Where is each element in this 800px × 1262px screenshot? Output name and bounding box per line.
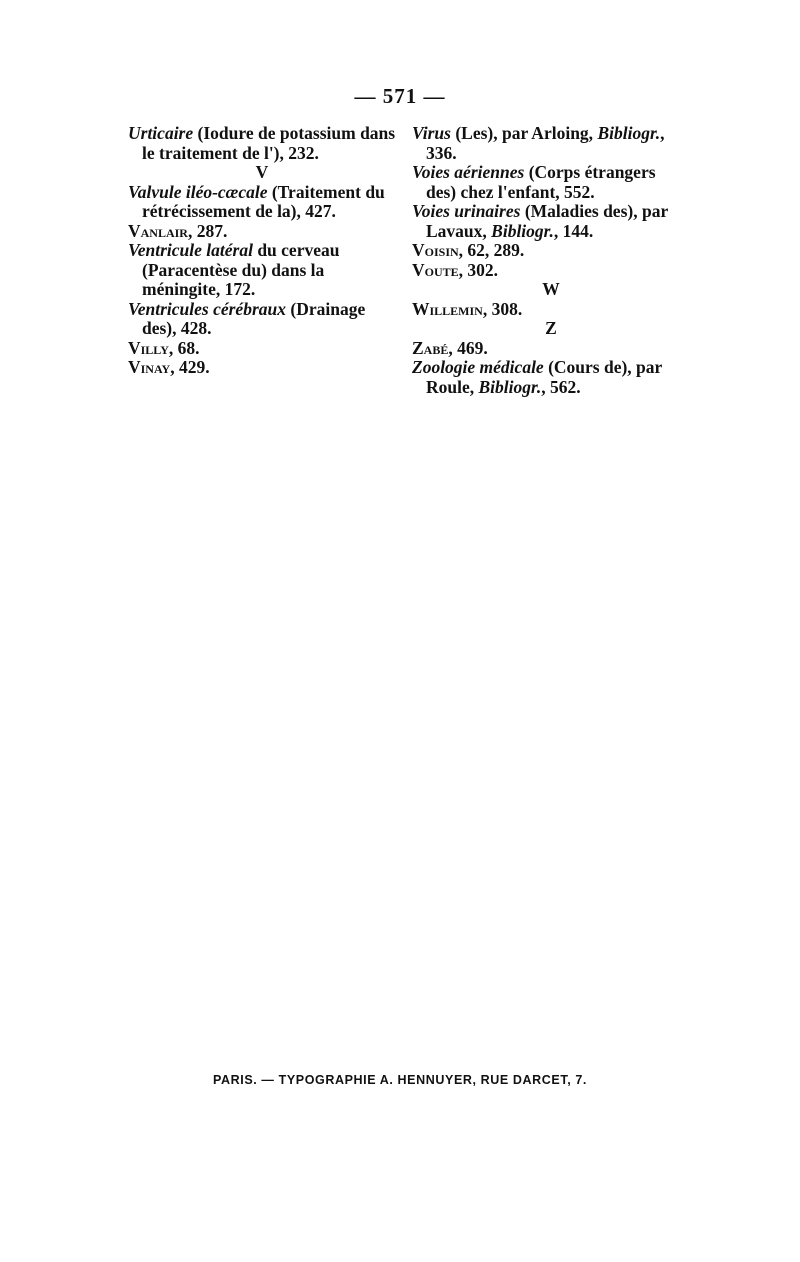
index-entry — [128, 241, 396, 300]
entry-text: , 469. — [448, 337, 488, 358]
entry-text: , 429. — [170, 357, 210, 377]
entry-heading: Zabé — [412, 337, 449, 358]
entry-heading: Ventricules cérébraux — [128, 298, 286, 319]
index-entry — [128, 222, 396, 242]
index-entry — [128, 339, 396, 359]
entry-heading: Voies aériennes — [412, 162, 525, 182]
entry-heading: Zoologie médicale — [412, 357, 544, 377]
entry-text: (Les), par Arloing, — [450, 123, 598, 143]
entry-heading: Villy — [128, 337, 169, 358]
section-letter: V — [255, 162, 269, 182]
entry-heading: Voute — [412, 259, 459, 280]
section-letter: W — [542, 279, 560, 299]
entry-text: , 68. — [168, 337, 200, 358]
index-entry — [128, 183, 396, 222]
entry-page-ref: , 336. — [426, 123, 665, 163]
section-letter: Z — [545, 318, 557, 338]
entry-heading: Ventricule latéral — [128, 240, 253, 260]
printer-footer: PARIS. — TYPOGRAPHIE A. HENNUYER, RUE DARCET, 7. — [213, 1073, 587, 1087]
entry-text: (Iodure de potassium dans le traitement de l'), 232. — [142, 123, 396, 163]
index-entry — [128, 300, 396, 339]
entry-text: , 287. — [187, 220, 228, 241]
index-entry — [412, 358, 690, 397]
entry-text: (Maladies des), par Lavaux, — [426, 201, 668, 241]
entry-heading: Valvule iléo-cæcale — [128, 181, 268, 202]
entry-heading: Vinay — [128, 357, 171, 377]
entry-heading: Voisin — [412, 240, 459, 260]
page-number: — 571 — — [354, 84, 446, 108]
entry-text: , 302. — [458, 259, 499, 280]
index-entry — [412, 241, 690, 261]
entry-text: , 62, 289. — [458, 240, 525, 260]
entry-text: , 308. — [482, 298, 523, 319]
index-entry — [412, 261, 690, 281]
entry-bibliography-mark: Bibliogr. — [478, 376, 542, 397]
index-entry — [128, 124, 396, 163]
index-entry — [412, 163, 690, 202]
index-entry — [412, 300, 690, 320]
entry-page-ref: , 144. — [553, 220, 594, 241]
entry-heading: Urticaire — [128, 123, 194, 143]
index-entry — [128, 358, 396, 378]
index-entry — [412, 339, 690, 359]
entry-text: (Cours de), par Roule, — [426, 357, 662, 397]
index-entry — [412, 124, 690, 163]
index-column-right — [412, 124, 690, 397]
entry-heading: Voies urinaires — [412, 201, 521, 221]
index-column-left — [128, 124, 396, 378]
index-entry — [412, 202, 690, 241]
entry-text: (Drainage des), 428. — [142, 298, 366, 338]
entry-heading: Willemin — [412, 298, 483, 319]
entry-heading: Virus — [412, 123, 451, 143]
entry-page-ref: , 562. — [541, 376, 581, 397]
entry-text: du cerveau (Paracentèse du) dans la méningite, 172. — [142, 240, 340, 299]
entry-bibliography-mark: Bibliogr. — [491, 220, 554, 241]
entry-text: (Corps étrangers des) chez l'enfant, 552. — [426, 162, 656, 202]
entry-heading: Vanlair — [128, 220, 188, 241]
entry-bibliography-mark: Bibliogr. — [597, 123, 661, 143]
entry-text: (Traitement du rétrécissement de la), 427. — [142, 181, 385, 221]
